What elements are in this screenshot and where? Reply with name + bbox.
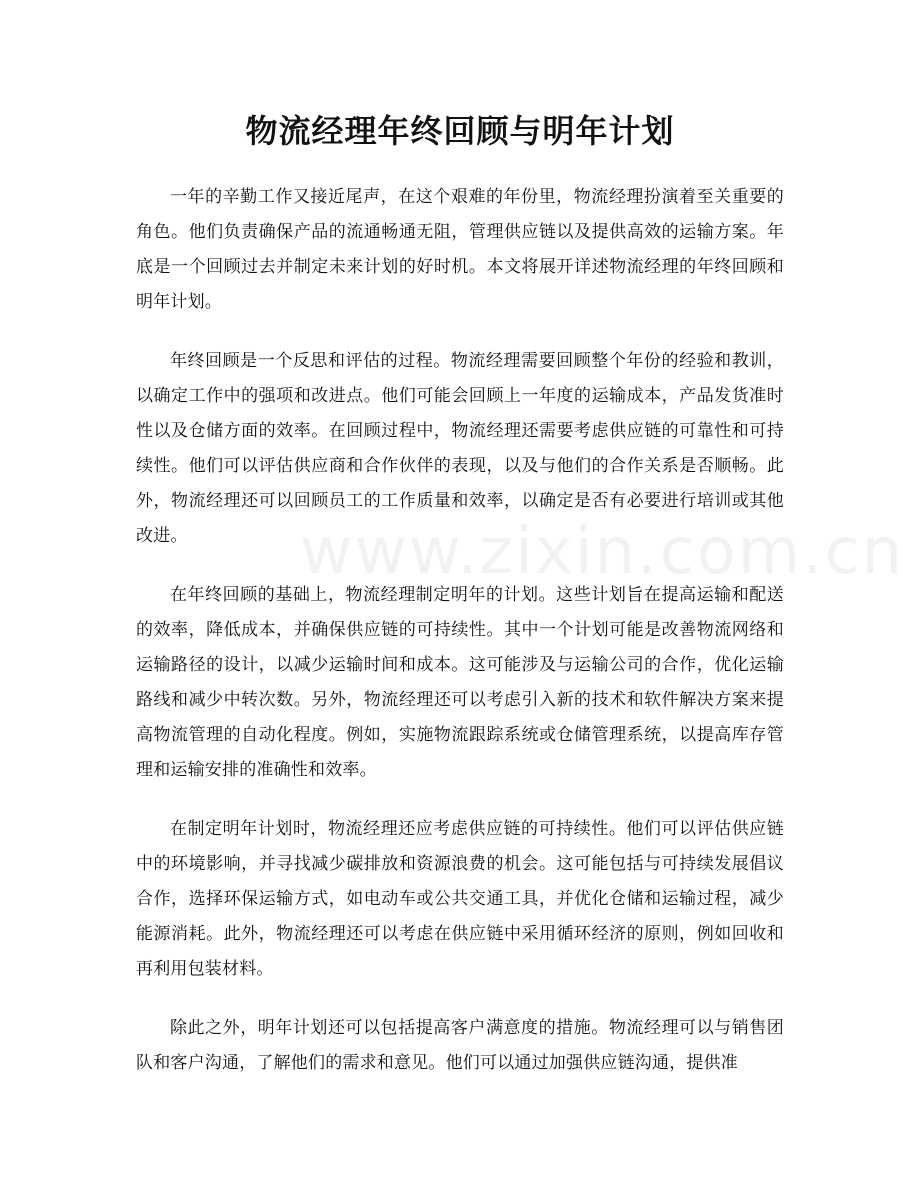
document-title: 物流经理年终回顾与明年计划: [245, 112, 675, 150]
paragraph-1: 一年的辛勤工作又接近尾声，在这个艰难的年份里，物流经理扮演着至关重要的角色。他们负责确保产品的流通畅通无阻，管理供应链以及提供高效的运输方案。年底是一个回顾过去并制定未来计划的好时机。本文将展开详述物流经理的年终回顾和明年计划。: [136, 187, 784, 312]
watermark: www.zixin.com.cn: [300, 515, 905, 589]
document-body: [136, 180, 784, 1105]
paragraph-5: 除此之外，明年计划还可以包括提高客户满意度的措施。物流经理可以与销售团队和客户沟通，了解他们的需求和意见。他们可以通过加强供应链沟通，提供准: [136, 1018, 784, 1073]
paragraph-2: 年终回顾是一个反思和评估的过程。物流经理需要回顾整个年份的经验和教训，以确定工作中的强项和改进点。他们可能会回顾上一年度的运输成本，产品发货准时性以及仓储方面的效率。在回顾过程中，物流经理还需要考虑供应链的可靠性和可持续性。他们可以评估供应商和合作伙伴的表现，以及与他们的合作关系是否顺畅。此外，物流经理还可以回顾员工的工作质量和效率，以确定是否有必要进行培训或其他改进。: [136, 351, 784, 546]
paragraph-3: 在年终回顾的基础上，物流经理制定明年的计划。这些计划旨在提高运输和配送的效率，降低成本，并确保供应链的可持续性。其中一个计划可能是改善物流网络和运输路径的设计，以减少运输时间和成本。这可能涉及与运输公司的合作，优化运输路线和减少中转次数。另外，物流经理还可以考虑引入新的技术和软件解决方案来提高物流管理的自动化程度。例如，实施物流跟踪系统或仓储管理系统，以提高库存管理和运输安排的准确性和效率。: [136, 585, 784, 780]
paragraph-4: 在制定明年计划时，物流经理还应考虑供应链的可持续性。他们可以评估供应链中的环境影响，并寻找减少碳排放和资源浪费的机会。这可能包括与可持续发展倡议合作，选择环保运输方式，如电动车或公共交通工具，并优化仓储和运输过程，减少能源消耗。此外，物流经理还可以考虑在供应链中采用循环经济的原则，例如回收和再利用包装材料。: [136, 819, 784, 979]
